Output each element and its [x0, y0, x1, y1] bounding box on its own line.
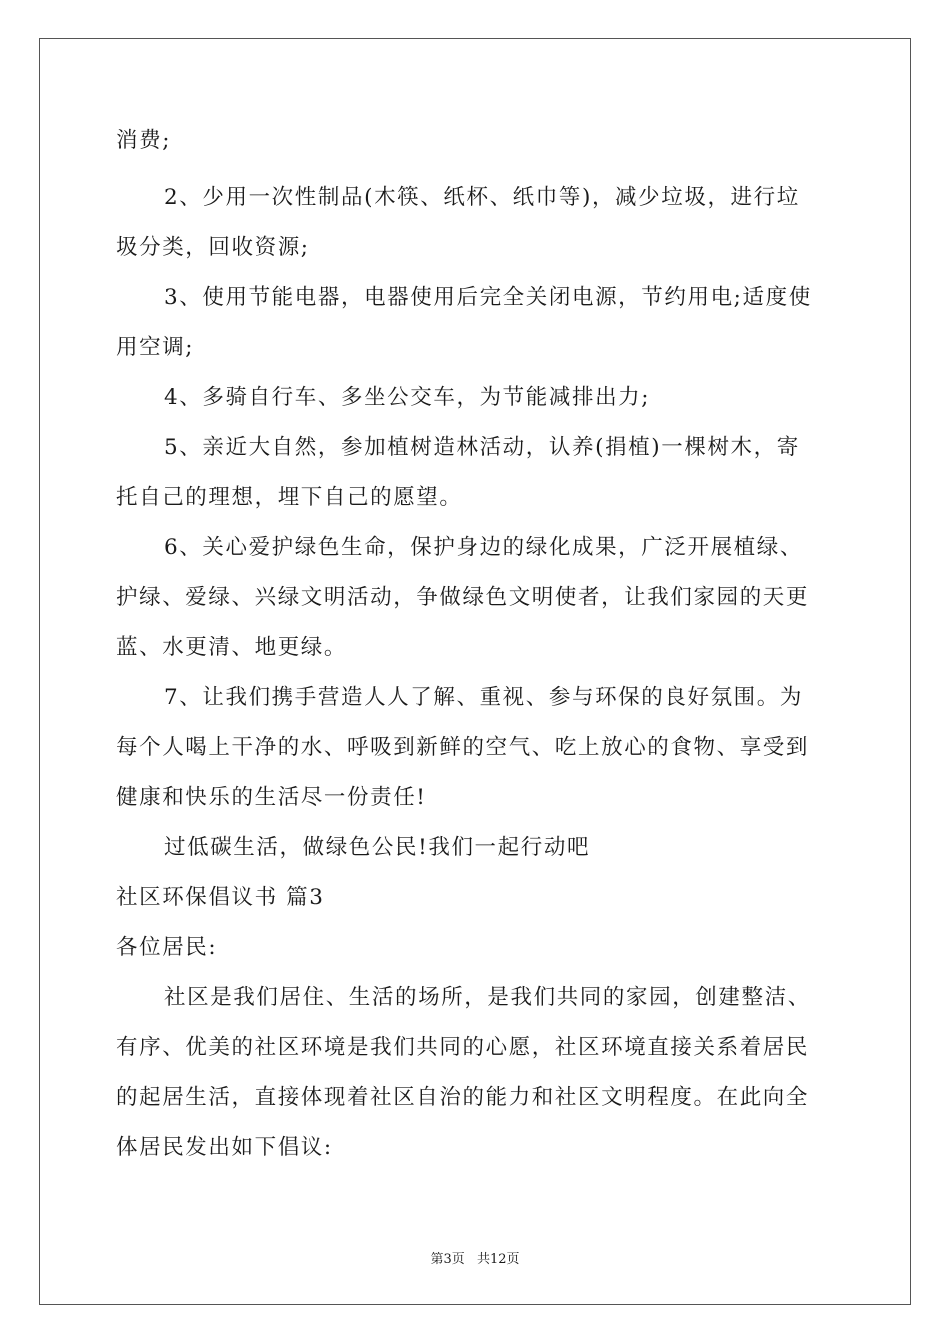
text-line: 消费;	[116, 128, 172, 153]
section-heading: 社区环保倡议书 篇3	[116, 885, 325, 910]
text-line: 2、少用一次性制品(木筷、纸杯、纸巾等)，减少垃圾，进行垃	[164, 185, 800, 210]
text-line: 护绿、爱绿、兴绿文明活动，争做绿色文明使者，让我们家园的天更	[116, 585, 810, 610]
text-line: 5、亲近大自然，参加植树造林活动，认养(捐植)一棵树木，寄	[164, 435, 800, 460]
text-line: 健康和快乐的生活尽一份责任!	[116, 785, 427, 810]
page-border	[39, 38, 911, 1305]
text-line: 用空调;	[116, 335, 195, 360]
page-number: 第3页	[430, 1252, 465, 1267]
text-line: 社区是我们居住、生活的场所，是我们共同的家园，创建整洁、	[164, 985, 811, 1010]
text-line: 体居民发出如下倡议:	[116, 1135, 333, 1160]
text-line: 蓝、水更清、地更绿。	[116, 635, 348, 660]
text-line: 过低碳生活，做绿色公民!我们一起行动吧	[164, 835, 591, 860]
text-line: 6、关心爱护绿色生命，保护身边的绿化成果，广泛开展植绿、	[164, 535, 803, 560]
text-line: 3、使用节能电器，电器使用后完全关闭电源，节约用电;适度使	[164, 285, 812, 310]
text-line: 7、让我们携手营造人人了解、重视、参与环保的良好氛围。为	[164, 685, 803, 710]
text-line: 托自己的理想，埋下自己的愿望。	[116, 485, 463, 510]
salutation: 各位居民:	[116, 935, 218, 960]
page-total: 共12页	[476, 1252, 520, 1267]
text-line: 有序、优美的社区环境是我们共同的心愿，社区环境直接关系着居民	[116, 1035, 810, 1060]
text-line: 圾分类，回收资源;	[116, 235, 310, 260]
text-line: 每个人喝上干净的水、呼吸到新鲜的空气、吃上放心的食物、享受到	[116, 735, 810, 760]
page-footer	[0, 1248, 950, 1267]
text-line: 4、多骑自行车、多坐公交车，为节能减排出力;	[164, 385, 651, 410]
text-line: 的起居生活，直接体现着社区自治的能力和社区文明程度。在此向全	[116, 1085, 810, 1110]
